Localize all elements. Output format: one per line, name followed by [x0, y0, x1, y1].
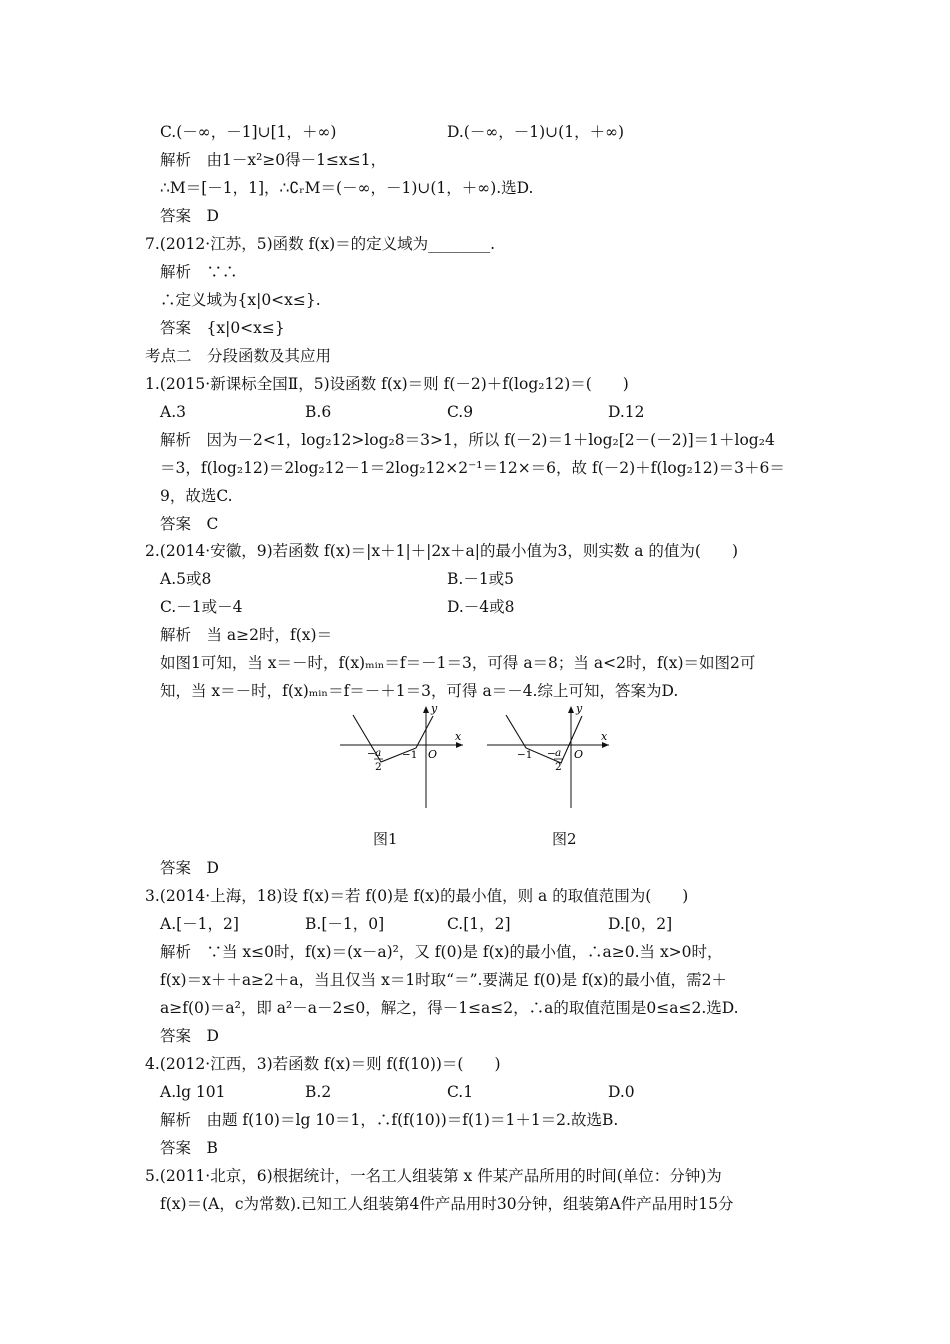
tick-minus-sign: −	[367, 748, 376, 760]
option-d: D.0	[608, 1083, 635, 1101]
option-c: C.(－∞，－1]∪[1，＋∞)	[160, 123, 337, 141]
question-3: 3.(2014·上海，18)设 f(x)＝若 f(0)是 f(x)的最小值，则 a 的取值范围为( )	[145, 887, 689, 905]
question-text: f(x)＝(A，c为常数).已知工人组装第4件产品用时30分钟，组装第A件产品用时15分	[160, 1195, 734, 1213]
option-c: C.9	[447, 403, 474, 421]
option-c: C.[1，2]	[447, 915, 511, 933]
analysis-line: a≥f(0)＝a²，即 a²－a－2≤0，解之，得－1≤a≤2，∴a的取值范围是0≤a≤2.选D.	[160, 999, 739, 1017]
question-2: 2.(2014·安徽，9)若函数 f(x)＝|x＋1|＋|2x＋a|的最小值为3，则实数 a 的值为( )	[145, 542, 739, 560]
tick-minus-sign: −	[547, 748, 556, 760]
tick-a-numerator: a	[555, 747, 562, 759]
answer-line: 答案 C	[160, 515, 219, 533]
analysis-line: 解析 ∵当 x≤0时，f(x)＝(x－a)²，又 f(0)是 f(x)的最小值，∴a≥0.当 x>0时，	[160, 943, 723, 961]
option-a: A.[－1，2]	[160, 915, 239, 933]
question-5: 5.(2011·北京，6)根据统计，一名工人组装第 x 件某产品所用的时间(单位：分钟)为	[145, 1167, 722, 1185]
option-d: D.[0，2]	[608, 915, 673, 933]
analysis-line: ＝3，f(log₂12)＝2log₂12－1＝2log₂12×2⁻¹＝12×＝6，故 f(－2)＋f(log₂12)＝3＋6＝	[160, 459, 785, 477]
figure-1-caption: 图1	[373, 830, 398, 848]
analysis-line: ∴M＝[－1，1]，∴∁ᵣM＝(－∞，－1)∪(1，＋∞).选D.	[160, 179, 534, 197]
option-d: D.(－∞，－1)∪(1，＋∞)	[447, 123, 625, 141]
tick-a-numerator: a	[375, 747, 382, 759]
graph-figure-2	[484, 700, 624, 810]
y-axis-label: y	[576, 702, 583, 715]
answer-line: 答案 {x|0<x≤}	[160, 319, 285, 337]
y-axis-arrow	[423, 706, 429, 713]
origin-label: O	[574, 748, 584, 761]
option-b: B.6	[305, 403, 332, 421]
analysis-line: ∴定义域为{x|0<x≤}.	[160, 291, 321, 309]
tick-minus-one: −1	[402, 749, 418, 761]
option-a: A.5或8	[160, 570, 212, 588]
analysis-line: 解析 当 a≥2时，f(x)＝	[160, 626, 333, 644]
option-c: C.1	[447, 1083, 474, 1101]
answer-line: 答案 D	[160, 207, 219, 225]
x-axis-label: x	[455, 730, 462, 743]
tick-a-denominator: 2	[555, 761, 562, 773]
option-a: A.lg 101	[160, 1083, 226, 1101]
analysis-line: 解析 由题 f(10)＝lg 10＝1，∴f(f(10))＝f(1)＝1＋1＝2.故选B.	[160, 1111, 619, 1129]
option-b: B.－1或5	[447, 570, 515, 588]
analysis-line: f(x)＝x＋＋a≥2＋a，当且仅当 x＝1时取“＝”.要满足 f(0)是 f(x)的最小值，需2＋	[160, 971, 727, 989]
function-curve	[353, 715, 433, 762]
answer-line: 答案 D	[160, 1027, 219, 1045]
tick-a-denominator: 2	[375, 761, 382, 773]
question-1: 1.(2015·新课标全国Ⅱ，5)设函数 f(x)＝则 f(－2)＋f(log₂12)＝( )	[145, 375, 629, 393]
option-c: C.－1或－4	[160, 598, 243, 616]
analysis-line: 如图1可知，当 x＝－时，f(x)ₘᵢₙ＝f＝－1＝3，可得 a＝8；当 a<2时，f(x)＝如图2可	[160, 654, 756, 672]
question-4: 4.(2012·江西，3)若函数 f(x)＝则 f(f(10))＝( )	[145, 1055, 501, 1073]
origin-label: O	[428, 748, 438, 761]
figure-2-caption: 图2	[552, 830, 577, 848]
option-a: A.3	[160, 403, 186, 421]
question-7: 7.(2012·江苏，5)函数 f(x)＝的定义域为________.	[145, 235, 496, 253]
analysis-line: 解析 ∵∴	[160, 263, 238, 281]
answer-line: 答案 B	[160, 1139, 218, 1157]
option-d: D.12	[608, 403, 645, 421]
analysis-line: 解析 由1－x²≥0得－1≤x≤1，	[160, 151, 387, 169]
tick-minus-one: −1	[517, 749, 533, 761]
option-d: D.－4或8	[447, 598, 515, 616]
answer-line: 答案 D	[160, 859, 219, 877]
analysis-line: 9，故选C.	[160, 487, 233, 505]
analysis-line: 解析 因为－2<1，log₂12>log₂8＝3>1，所以 f(－2)＝1＋log₂[2－(－2)]＝1＋log₂4	[160, 431, 775, 449]
option-b: B.2	[305, 1083, 332, 1101]
x-axis-label: x	[601, 730, 608, 743]
y-axis-arrow	[568, 706, 574, 713]
option-b: B.[－1，0]	[305, 915, 385, 933]
analysis-line: 知，当 x＝－时，f(x)ₘᵢₙ＝f＝－＋1＝3，可得 a＝－4.综上可知，答案为D.	[160, 682, 679, 700]
section-heading: 考点二 分段函数及其应用	[145, 347, 332, 365]
y-axis-label: y	[431, 702, 438, 715]
graph-figure-1	[330, 700, 470, 810]
